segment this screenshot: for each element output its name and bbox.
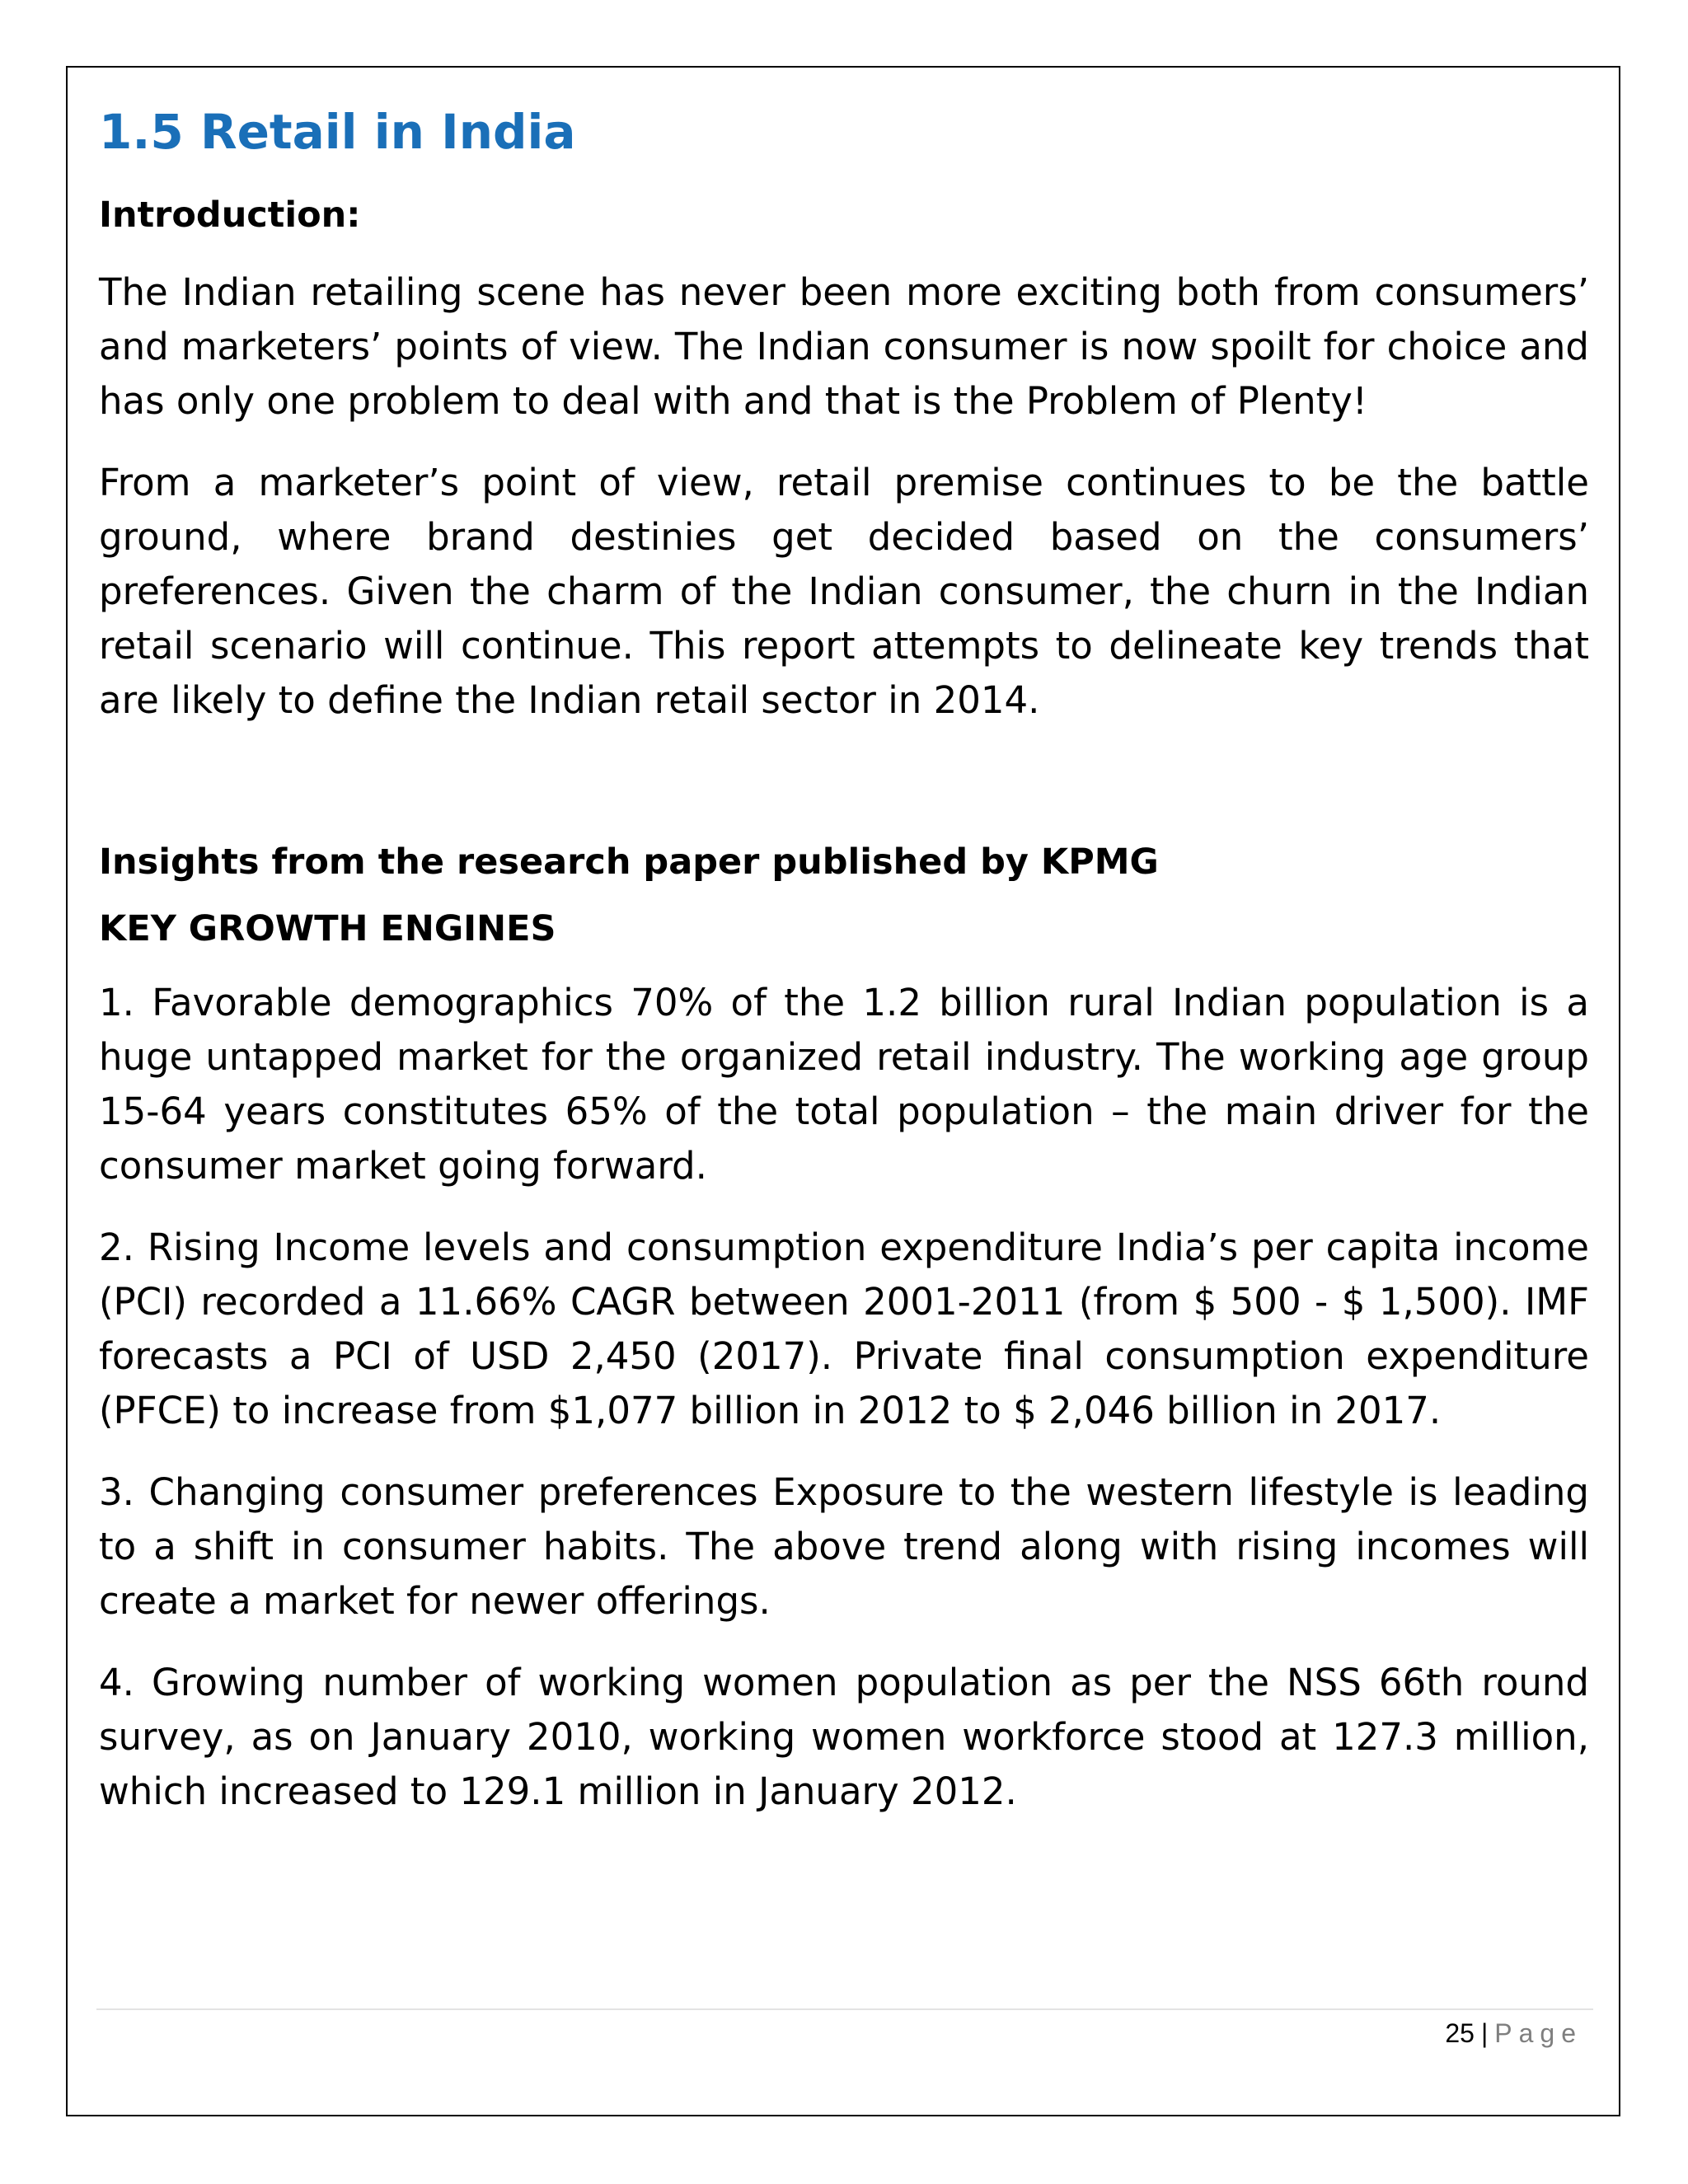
intro-heading: Introduction:	[99, 194, 361, 236]
footer-divider	[96, 2008, 1593, 2010]
page-number: 25	[1445, 2018, 1475, 2048]
document-body	[99, 99, 1589, 1819]
insights-heading: Insights from the research paper published by KPMG	[99, 841, 1159, 883]
growth-engine-item: 1. Favorable demographics 70% of the 1.2 billion rural Indian population is a huge untapped market for the organized retail industry. The working age group 15-64 years constitutes 65% of the total population – the main driver for the consumer market going forward.	[99, 981, 1589, 1188]
growth-engine-item: 4. Growing number of working women population as per the NSS 66th round survey, as on January 2010, working women workforce stood at 127.3 million, which increased to 129.1 million in January 2012.	[99, 1661, 1589, 1813]
growth-engine-item: 2. Rising Income levels and consumption expenditure India’s per capita income (PCI) recorded a 11.66% CAGR between 2001-2011 (from $ 500 - $ 1,500). IMF forecasts a PCI of USD 2,450 (2017). Private final consumption expenditure (PFCE) to increase from $1,077 billion in 2012 to $ 2,046 billion in 2017.	[99, 1226, 1589, 1432]
page-label: Page	[1494, 2018, 1582, 2048]
page-footer	[1445, 2013, 1582, 2053]
footer-separator: |	[1480, 2018, 1489, 2048]
intro-paragraph: From a marketer’s point of view, retail premise continues to be the battle ground, where brand destinies get decided based on the consumers’ preferences. Given the charm of the Indian consumer, the churn in the Indian retail scenario will continue. This report attempts to delineate key trends that are likely to define the Indian retail sector in 2014.	[99, 461, 1589, 722]
key-growth-engines-heading: KEY GROWTH ENGINES	[99, 908, 556, 949]
growth-engine-item: 3. Changing consumer preferences Exposure to the western lifestyle is leading to a shift in consumer habits. The above trend along with rising incomes will create a market for newer offerings.	[99, 1470, 1589, 1623]
section-title: 1.5 Retail in India	[99, 104, 576, 160]
intro-paragraph: The Indian retailing scene has never been more exciting both from consumers’ and marketers’ points of view. The Indian consumer is now spoilt for choice and has only one problem to deal with and that is the Problem of Plenty!	[99, 270, 1589, 423]
